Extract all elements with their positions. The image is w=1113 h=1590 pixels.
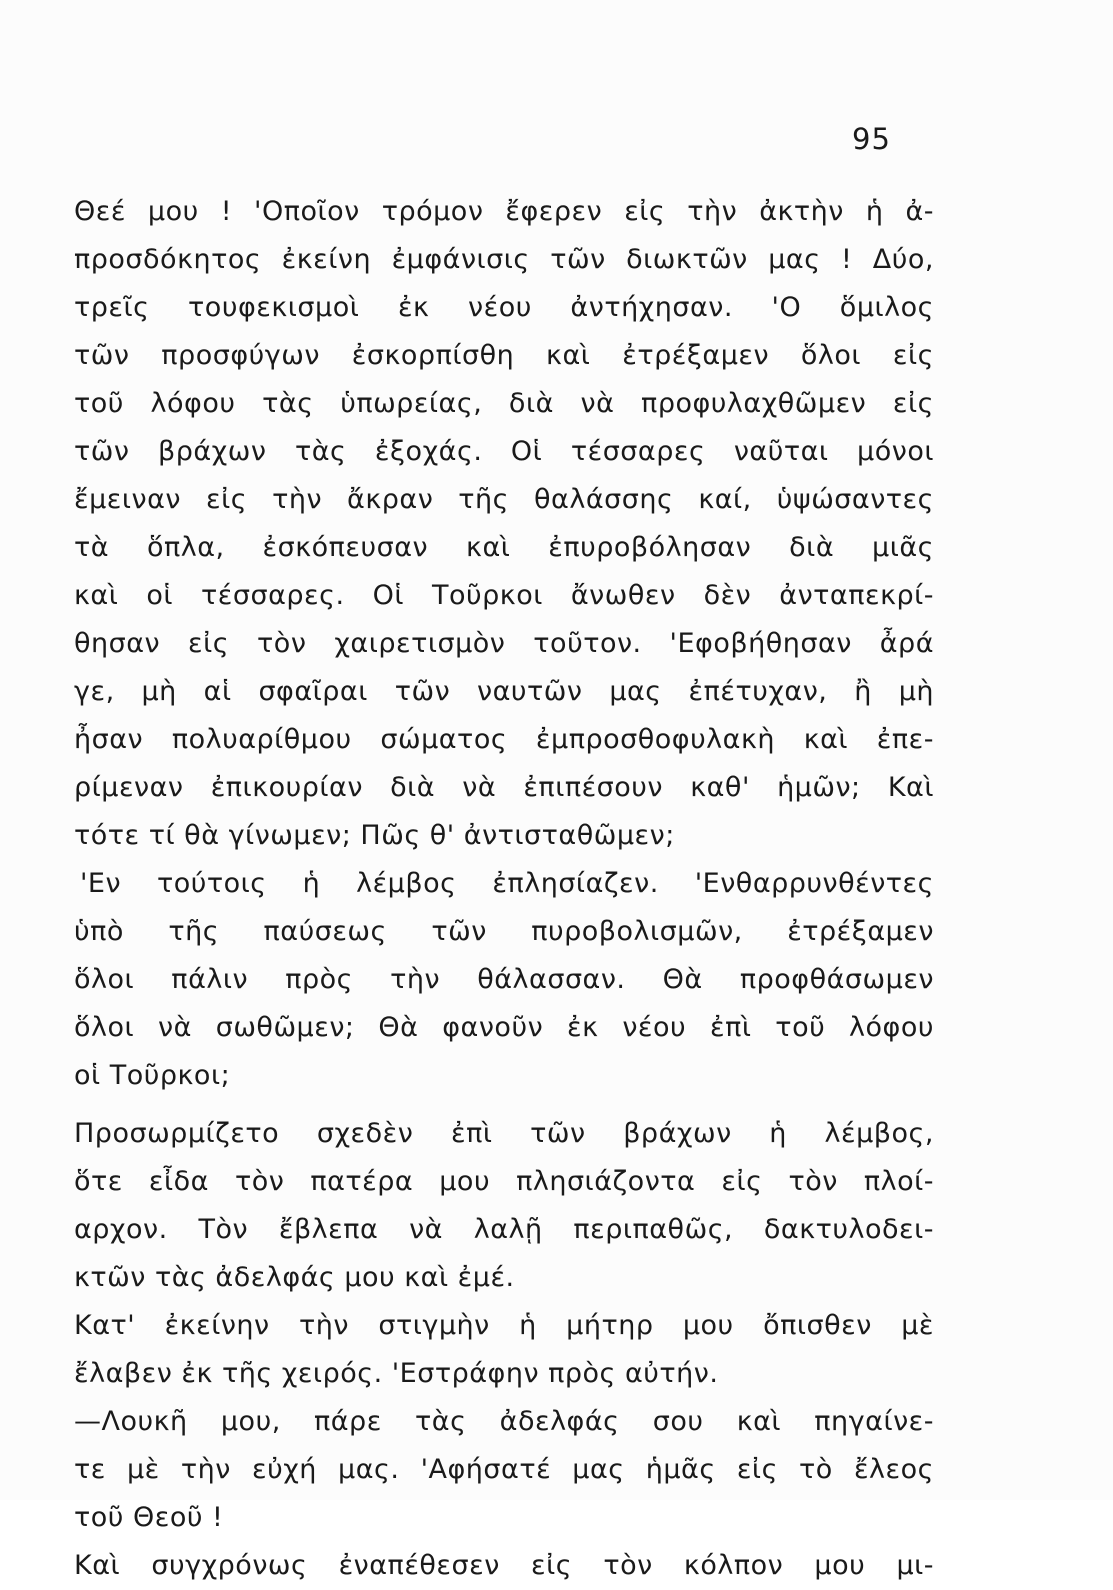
text-line: τῶν προσφύγων ἐσκορπίσθη καὶ ἐτρέξαμεν ὅλοι εἰς xyxy=(74,340,934,371)
text-line: τε μὲ τὴν εὐχή μας. 'Αφήσατέ μας ἡμᾶς εἰς τὸ ἔλεος xyxy=(74,1454,934,1485)
body-text xyxy=(74,188,934,1590)
text-line: ὅτε εἶδα τὸν πατέρα μου πλησιάζοντα εἰς τὸν πλοί- xyxy=(74,1166,934,1197)
text-line: ἔλαβεν ἐκ τῆς χειρός. 'Εστράφην πρὸς αὐτήν. xyxy=(74,1358,719,1389)
text-line: Προσωρμίζετο σχεδὲν ἐπὶ τῶν βράχων ἡ λέμβος, xyxy=(74,1118,934,1149)
text-line: θησαν εἰς τὸν χαιρετισμὸν τοῦτον. 'Εφοβήθησαν ἆρά xyxy=(74,628,934,659)
text-line: αρχον. Τὸν ἔβλεπα νὰ λαλῇ περιπαθῶς, δακτυλοδει- xyxy=(74,1214,934,1245)
text-line: ὑπὸ τῆς παύσεως τῶν πυροβολισμῶν, ἐτρέξαμεν xyxy=(74,916,934,947)
text-line: οἱ Τοῦρκοι; xyxy=(74,1060,231,1091)
text-line: ἦσαν πολυαρίθμου σώματος ἐμπροσθοφυλακὴ καὶ ἐπε- xyxy=(74,724,934,755)
text-line: —Λουκῆ μου, πάρε τὰς ἀδελφάς σου καὶ πηγαίνε- xyxy=(74,1406,934,1437)
text-line: Θεέ μου ! 'Οποῖον τρόμον ἔφερεν εἰς τὴν ἀκτὴν ἡ ἀ- xyxy=(74,196,934,227)
text-line: 'Εν τούτοις ἡ λέμβος ἐπλησίαζεν. 'Ενθαρρυνθέντες xyxy=(80,868,934,899)
text-line: τὰ ὅπλα, ἐσκόπευσαν καὶ ἐπυροβόλησαν διὰ μιᾶς xyxy=(74,532,934,563)
page-number: 95 xyxy=(852,122,891,156)
text-line: καὶ οἱ τέσσαρες. Οἱ Τοῦρκοι ἄνωθεν δὲν ἀνταπεκρί- xyxy=(74,580,934,611)
text-line: τότε τί θὰ γίνωμεν; Πῶς θ' ἀντισταθῶμεν; xyxy=(74,820,675,851)
text-line: ὅλοι νὰ σωθῶμεν; Θὰ φανοῦν ἐκ νέου ἐπὶ τοῦ λόφου xyxy=(74,1012,934,1043)
text-line: κτῶν τὰς ἀδελφάς μου καὶ ἐμέ. xyxy=(74,1262,515,1293)
text-line: τοῦ Θεοῦ ! xyxy=(74,1502,224,1533)
text-line: τοῦ λόφου τὰς ὑπωρείας, διὰ νὰ προφυλαχθῶμεν εἰς xyxy=(74,388,934,419)
text-line: Κατ' ἐκείνην τὴν στιγμὴν ἡ μήτηρ μου ὄπισθεν μὲ xyxy=(74,1310,934,1341)
text-line: ὅλοι πάλιν πρὸς τὴν θάλασσαν. Θὰ προφθάσωμεν xyxy=(74,964,934,995)
text-line: γε, μὴ αἱ σφαῖραι τῶν ναυτῶν μας ἐπέτυχαν, ἢ μὴ xyxy=(74,676,934,707)
text-line: προσδόκητος ἐκείνη ἐμφάνισις τῶν διωκτῶν μας ! Δύο, xyxy=(74,244,934,275)
text-line: ρίμεναν ἐπικουρίαν διὰ νὰ ἐπιπέσουν καθ' ἡμῶν; Καὶ xyxy=(74,772,934,803)
text-line: τρεῖς τουφεκισμοὶ ἐκ νέου ἀντήχησαν. 'Ο ὅμιλος xyxy=(74,292,934,323)
text-line: ἔμειναν εἰς τὴν ἄκραν τῆς θαλάσσης καί, ὑψώσαντες xyxy=(74,484,934,515)
text-line: τῶν βράχων τὰς ἐξοχάς. Οἱ τέσσαρες ναῦται μόνοι xyxy=(74,436,934,467)
text-line: Καὶ συγχρόνως ἐναπέθεσεν εἰς τὸν κόλπον μου μι- xyxy=(74,1550,934,1581)
